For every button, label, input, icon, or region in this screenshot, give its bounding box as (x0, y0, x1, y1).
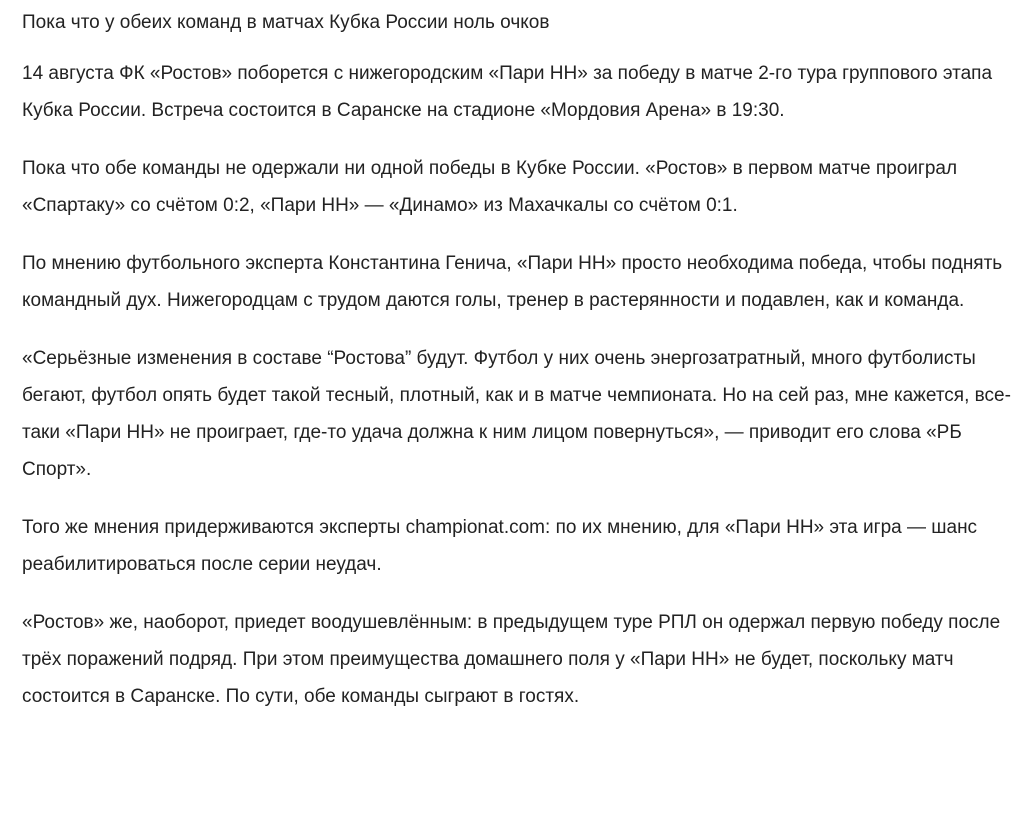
article-paragraph: По мнению футбольного эксперта Константина Генича, «Пари НН» просто необходима победа, чтобы поднять командный дух. Нижегородцам с трудом даются голы, тренер в растерянности и подавлен, как и команда. (22, 253, 1003, 311)
article-paragraph: «Ростов» же, наоборот, приедет воодушевлённым: в предыдущем туре РПЛ он одержал первую победу после трёх поражений подряд. При этом преимущества домашнего поля у «Пари НН» не будет, поскольку матч состоится в Саранске. По сути, обе команды сыграют в гостях. (22, 612, 1001, 707)
article-paragraph: 14 августа ФК «Ростов» поборется с нижегородским «Пари НН» за победу в матче 2-го тура группового этапа Кубка России. Встреча состоится в Саранске на стадионе «Мордовия Арена» в 19:30. (22, 63, 993, 121)
article-paragraph: Того же мнения придерживаются эксперты championat.com: по их мнению, для «Пари НН» эта игра — шанс реабилитироваться после серии неудач. (22, 517, 978, 575)
article-body (22, 0, 1012, 715)
article-quote-paragraph: «Серьёзные изменения в составе “Ростова” будут. Футбол у них очень энергозатратный, много футболисты бегают, футбол опять будет такой тесный, плотный, как и в матче чемпионата. Но на сей раз, мне кажется, все-таки «Пари НН» не проиграет, где-то удача должна к ним лицом повернуться», — приводит его слова «РБ Спорт». (22, 348, 1011, 480)
article-paragraph: Пока что обе команды не одержали ни одной победы в Кубке России. «Ростов» в первом матче проиграл «Спартаку» со счётом 0:2, «Пари НН» — «Динамо» из Махачкалы со счётом 0:1. (22, 158, 958, 216)
article-lead: Пока что у обеих команд в матчах Кубка России ноль очков (22, 12, 550, 33)
